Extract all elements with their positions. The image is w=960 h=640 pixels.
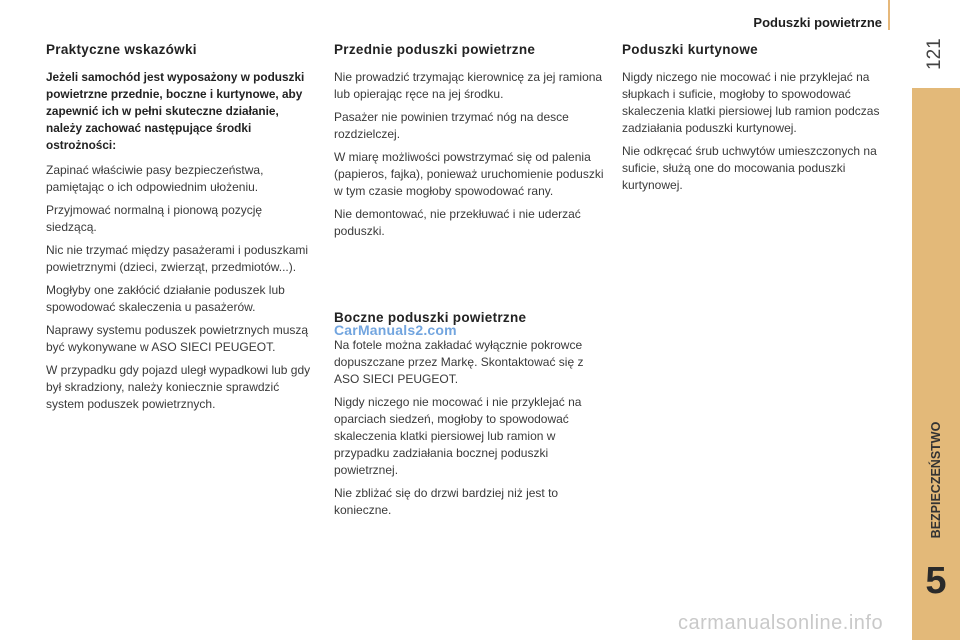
paragraph: Przyjmować normalną i pionową pozycję siedzącą.	[46, 203, 263, 234]
section-curtain-airbags	[622, 42, 897, 200]
section-practical-tips	[46, 42, 314, 419]
paragraph: Nic nie trzymać między pasażerami i poduszkami powietrznymi (dzieci, zwierząt, przedmiotów...).	[46, 243, 309, 274]
paragraph: W miarę możliwości powstrzymać się od palenia (papieros, fajka), ponieważ uruchomienie poduszki w tym czasie mogłoby spowodować rany.	[334, 150, 604, 198]
paragraph: Pasażer nie powinien trzymać nóg na desce rozdzielczej.	[334, 110, 569, 141]
page-number: 121	[924, 38, 945, 70]
paragraph: W przypadku gdy pojazd uległ wypadkowi lub gdy był skradziony, należy koniecznie sprawdzić system poduszek powietrznych.	[46, 363, 311, 411]
watermark-carmanualsonline: carmanualsonline.info	[678, 612, 884, 634]
section-front-airbags	[334, 42, 606, 246]
paragraph: Nie zbliżać się do drzwi bardziej niż jest to konieczne.	[334, 486, 559, 517]
paragraph: Nigdy niczego nie mocować i nie przyklejać na oparciach siedzeń, mogłoby to spowodować skaleczenia klatki piersiowej lub ramion w przypadku zadziałania bocznej poduszki powietrznej.	[334, 395, 582, 477]
section-heading: Boczne poduszki powietrzne	[334, 310, 527, 325]
watermark-carmanuals2: CarManuals2.com	[334, 322, 457, 338]
header-divider	[888, 0, 890, 30]
paragraph: Naprawy systemu poduszek powietrznych muszą być wykonywane w ASO SIECI PEUGEOT.	[46, 323, 309, 354]
section-side-airbags	[334, 310, 606, 525]
paragraph: Mogłyby one zakłócić działanie poduszek lub spowodować skaleczenia u pasażerów.	[46, 283, 285, 314]
section-heading: Poduszki kurtynowe	[622, 42, 758, 57]
paragraph: Nigdy niczego nie mocować i nie przyklejać na słupkach i suficie, mogłoby to spowodować skaleczenia klatki piersiowej lub ramion podczas zadziałania poduszki kurtynowej.	[622, 70, 880, 135]
page-header-title: Poduszki powietrzne	[753, 15, 882, 30]
paragraph: Nie odkręcać śrub uchwytów umieszczonych na suficie, służą one do mocowania poduszki kurtynowej.	[622, 144, 877, 192]
section-heading: Praktyczne wskazówki	[46, 42, 197, 57]
paragraph: Na fotele można zakładać wyłącznie pokrowce dopuszczane przez Markę. Skontaktować się z ASO SIECI PEUGEOT.	[334, 338, 584, 386]
paragraph: Nie demontować, nie przekłuwać i nie uderzać poduszki.	[334, 207, 581, 238]
section-intro: Jeżeli samochód jest wyposażony w poduszki powietrzne przednie, boczne i kurtynowe, aby zapewnić ich w pełni skuteczne działanie, należy zachować następujące środki ostrożności:	[46, 70, 305, 152]
paragraph: Nie prowadzić trzymając kierownicę za jej ramiona lub opierając ręce na jej środku.	[334, 70, 603, 101]
chapter-side-tab	[912, 88, 960, 640]
paragraph: Zapinać właściwie pasy bezpieczeństwa, pamiętając o ich odpowiednim ułożeniu.	[46, 163, 264, 194]
chapter-number: 5	[925, 560, 947, 602]
chapter-tab-label: BEZPIECZEŃSTWO	[929, 421, 943, 539]
section-heading: Przednie poduszki powietrzne	[334, 42, 536, 57]
